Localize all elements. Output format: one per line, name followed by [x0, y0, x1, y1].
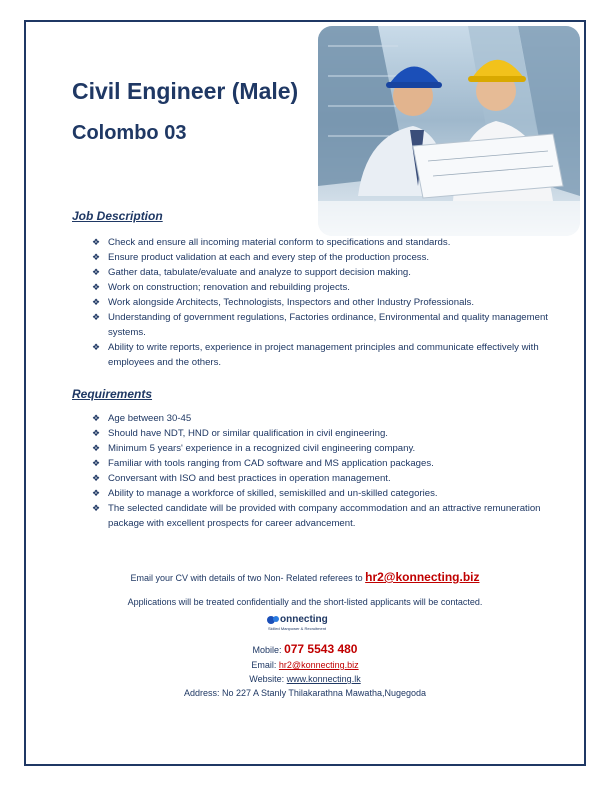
company-email-link[interactable]: hr2@konnecting.biz: [278, 660, 359, 670]
bullet-diamond-icon: ❖: [92, 282, 101, 292]
bullet-diamond-icon: ❖: [92, 458, 101, 468]
website-label: Website:: [249, 674, 285, 684]
bullet-diamond-icon: ❖: [92, 267, 101, 277]
bullet-diamond-icon: ❖: [92, 312, 101, 322]
company-website-link[interactable]: www.konnecting.lk: [286, 674, 361, 684]
email-line: [24, 660, 586, 670]
list-item-text: Ability to manage a workforce of skilled, semiskilled and un-skilled categories.: [108, 488, 438, 499]
bullet-diamond-icon: ❖: [92, 488, 101, 498]
requirements-list: [92, 411, 552, 531]
list-item-text: Conversant with ISO and best practices in operation management.: [108, 473, 391, 484]
logo-swirl-icon: [266, 614, 280, 626]
list-item-text: Understanding of government regulations, Factories ordinance, Environmental and quality management systems.: [108, 312, 548, 338]
list-item-text: Gather data, tabulate/evaluate and analyze to support decision making.: [108, 267, 411, 278]
requirements-heading: Requirements: [72, 387, 153, 401]
bullet-diamond-icon: ❖: [92, 413, 101, 423]
mobile-line: [24, 642, 586, 656]
bullet-diamond-icon: ❖: [92, 252, 101, 262]
apply-line: [24, 570, 586, 584]
logo-tagline: Skilled Manpower & Recruitment: [268, 626, 327, 631]
logo-name: onnecting: [280, 614, 328, 625]
list-item: [92, 471, 552, 486]
list-item-text: Familiar with tools ranging from CAD software and MS application packages.: [108, 458, 434, 469]
bullet-diamond-icon: ❖: [92, 503, 101, 513]
bullet-diamond-icon: ❖: [92, 297, 101, 307]
bullet-diamond-icon: ❖: [92, 342, 101, 352]
bullet-diamond-icon: ❖: [92, 443, 101, 453]
list-item: [92, 265, 552, 280]
email-label: Email:: [251, 660, 277, 670]
list-item: [92, 501, 552, 531]
job-description-list: [92, 235, 552, 370]
list-item: [92, 441, 552, 456]
list-item: [92, 340, 552, 370]
list-item: [92, 235, 552, 250]
bullet-diamond-icon: ❖: [92, 473, 101, 483]
list-item-text: The selected candidate will be provided with company accommodation and an attractive remuneration package with excellent prospects for career advancement.: [108, 503, 541, 529]
bullet-diamond-icon: ❖: [92, 237, 101, 247]
list-item: [92, 456, 552, 471]
list-item-text: Work on construction; renovation and rebuilding projects.: [108, 282, 350, 293]
list-item: [92, 295, 552, 310]
list-item-text: Ability to write reports, experience in project management principles and communicate effectively with employees and the others.: [108, 342, 539, 368]
list-item-text: Minimum 5 years' experience in a recognized civil engineering company.: [108, 443, 416, 454]
company-logo: [266, 614, 356, 636]
job-location: Colombo 03: [72, 122, 187, 144]
apply-email-link[interactable]: hr2@konnecting.biz: [365, 570, 480, 584]
confidential-note: Applications will be treated confidentially and the short-listed applicants will be contacted.: [127, 597, 483, 607]
company-address: Address: No 227 A Stanly Thilakarathna Mawatha,Nugegoda: [184, 688, 426, 698]
apply-text: Email your CV with details of two Non- Related referees to: [130, 573, 363, 583]
list-item-text: Age between 30-45: [108, 413, 192, 424]
list-item-text: Ensure product validation at each and every step of the production process.: [108, 252, 430, 263]
list-item-text: Check and ensure all incoming material conform to specifications and standards.: [108, 237, 451, 248]
list-item: [92, 250, 552, 265]
engineers-photo: [318, 26, 580, 236]
list-item-text: Work alongside Architects, Technologists, Inspectors and other Industry Professionals.: [108, 297, 474, 308]
bullet-diamond-icon: ❖: [92, 428, 101, 438]
website-line: [24, 674, 586, 684]
job-title: Civil Engineer (Male): [72, 78, 299, 104]
job-description-heading: Job Description: [72, 209, 163, 223]
list-item: [92, 486, 552, 501]
mobile-label: Mobile:: [252, 645, 282, 655]
list-item: [92, 280, 552, 295]
mobile-number: 077 5543 480: [284, 642, 358, 656]
list-item: [92, 426, 552, 441]
list-item-text: Should have NDT, HND or similar qualification in civil engineering.: [108, 428, 388, 439]
list-item: [92, 310, 552, 340]
list-item: [92, 411, 552, 426]
